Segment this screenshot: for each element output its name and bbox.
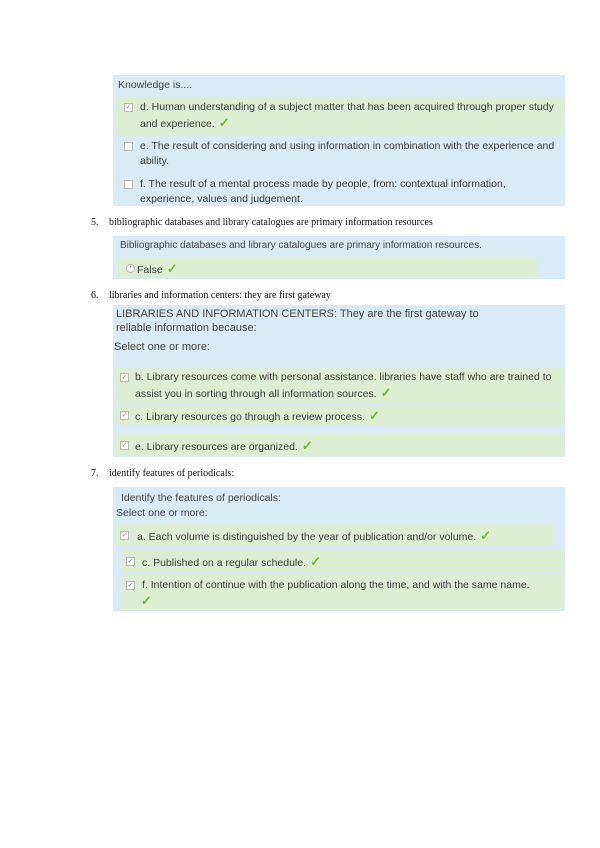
checkbox-checked-icon[interactable]: ✓ (127, 582, 134, 589)
radio-selected-icon[interactable]: • (126, 264, 135, 273)
q6-option-b[interactable] (115, 367, 563, 404)
check-mark-icon: ✓ (380, 385, 392, 400)
question-6-instruction: Select one or more: (114, 341, 210, 353)
q4-option-f-text: f. The result of a mental process made by people, from: contextual information, experience, values and judgement. (140, 178, 506, 205)
q4-option-f[interactable] (115, 175, 563, 207)
check-mark-icon: ✓ (301, 438, 313, 453)
check-mark-icon: ✓ (166, 261, 178, 276)
question-heading-text: bibliographic databases and library catalogues are primary information resources (109, 217, 433, 228)
question-7-instruction: Select one or more: (116, 507, 208, 519)
q4-option-e[interactable] (115, 138, 563, 170)
check-mark-icon: ✓ (141, 593, 152, 608)
checkbox-checked-icon[interactable]: ✓ (121, 442, 128, 449)
q7-option-c-text: c. Published on a regular schedule. (142, 557, 307, 569)
question-heading-text: libraries and information centers: they are first gateway (109, 290, 331, 301)
question-5-heading (91, 217, 433, 228)
q7-option-c[interactable] (121, 550, 563, 572)
question-number: 5. (91, 217, 99, 228)
q6-option-e-text: e. Library resources are organized. (135, 441, 298, 453)
question-5-prompt: Bibliographic databases and library catalogues are primary information resources. (120, 240, 482, 251)
checkbox-checked-icon[interactable]: ✓ (121, 532, 128, 539)
checkbox-checked-icon[interactable]: ✓ (121, 374, 128, 381)
check-mark-icon: ✓ (368, 408, 380, 423)
q4-option-e-text: e. The result of considering and using information in combination with the experience and ability. (140, 140, 555, 167)
checkbox-checked-icon[interactable]: ✓ (125, 104, 132, 111)
check-mark-icon: ✓ (310, 554, 321, 569)
q5-answer[interactable] (117, 258, 538, 278)
question-number: 6. (91, 290, 99, 301)
q6-option-c[interactable] (115, 406, 563, 426)
q6-option-b-text: b. Library resources come with personal assistance. libraries have staff who are trained to assist you in sorting through all information sources. (135, 371, 552, 400)
checkbox-icon[interactable] (124, 142, 133, 151)
q5-answer-text: False (137, 264, 163, 276)
checkbox-checked-icon[interactable]: ✓ (121, 412, 128, 419)
question-number: 7. (91, 468, 99, 479)
question-7-heading (91, 468, 234, 479)
q7-option-a-text: a. Each volume is distinguished by the year of publication and/or volume. (137, 531, 477, 543)
check-mark-icon: ✓ (218, 115, 230, 130)
question-6-heading (91, 290, 331, 301)
checkbox-icon[interactable] (124, 180, 133, 189)
question-heading-text: identify features of periodicals: (109, 468, 235, 479)
q4-option-d[interactable] (115, 97, 563, 136)
question-4-prompt: Knowledge is.... (118, 79, 193, 91)
q7-option-f[interactable] (121, 574, 563, 610)
q7-option-f-text: f. Intention of continue with the publication along the time, and with the same name. (142, 579, 530, 591)
checkbox-checked-icon[interactable]: ✓ (127, 558, 134, 565)
q4-option-d-text: d. Human understanding of a subject matter that has been acquired through proper study and experience. (140, 101, 554, 130)
check-mark-icon: ✓ (480, 528, 492, 543)
q6-option-c-text: c. Library resources go through a review process. (135, 411, 365, 423)
q7-option-a[interactable] (115, 524, 553, 546)
q6-option-e[interactable] (115, 434, 563, 456)
question-6-prompt: LIBRARIES AND INFORMATION CENTERS: They are the first gateway to reliable information because: (116, 308, 479, 334)
question-7-prompt: Identify the features of periodicals: (121, 492, 281, 504)
